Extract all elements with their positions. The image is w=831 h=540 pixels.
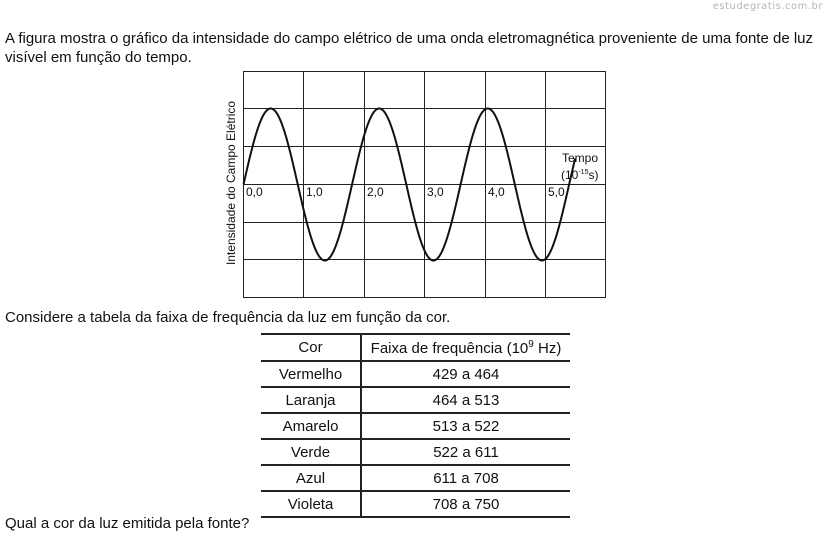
table-row [261,361,570,387]
color-cell: Violeta [261,491,361,517]
frequency-table [261,333,570,518]
x-axis-label-line2: $(10^{-15}s)$ [561,168,599,182]
range-cell: 513 a 522 [361,413,570,439]
color-cell: Vermelho [261,361,361,387]
header-faixa: Faixa de frequência ($10^9$ Hz) [361,334,570,361]
x-tick-label: 0,0 [246,185,263,199]
color-cell: Amarelo [261,413,361,439]
range-cell: 708 a 750 [361,491,570,517]
x-tick-label: 3,0 [427,185,444,199]
range-cell: 611 a 708 [361,465,570,491]
intro-paragraph: A figura mostra o gráfico da intensidade do campo elétrico de uma onda eletromagnética proveniente de uma fonte de luz visível em função do tempo. [5,30,814,66]
table-intro-paragraph: Considere a tabela da faixa de frequência da luz em função da cor. [5,309,451,326]
x-tick-label: 4,0 [488,185,505,199]
range-cell: 429 a 464 [361,361,570,387]
x-axis-label-line1: Tempo [562,151,599,165]
table-row [261,465,570,491]
range-cell: 522 a 611 [361,439,570,465]
question-paragraph: Qual a cor da luz emitida pela fonte? [5,515,250,532]
header-cor: Cor [261,334,361,361]
y-axis-label: Intensidade do Campo Elétrico [224,100,238,266]
x-tick-label: 2,0 [367,185,384,199]
table-row [261,413,570,439]
table-row [261,491,570,517]
table-row [261,439,570,465]
x-tick-label: 1,0 [306,185,323,199]
color-cell: Verde [261,439,361,465]
table-row [261,387,570,413]
color-cell: Laranja [261,387,361,413]
table-header-row [261,334,570,361]
x-tick-label: 5,0 [548,185,565,199]
range-cell: 464 a 513 [361,387,570,413]
watermark: estudegratis.com.br [712,1,823,12]
color-cell: Azul [261,465,361,491]
